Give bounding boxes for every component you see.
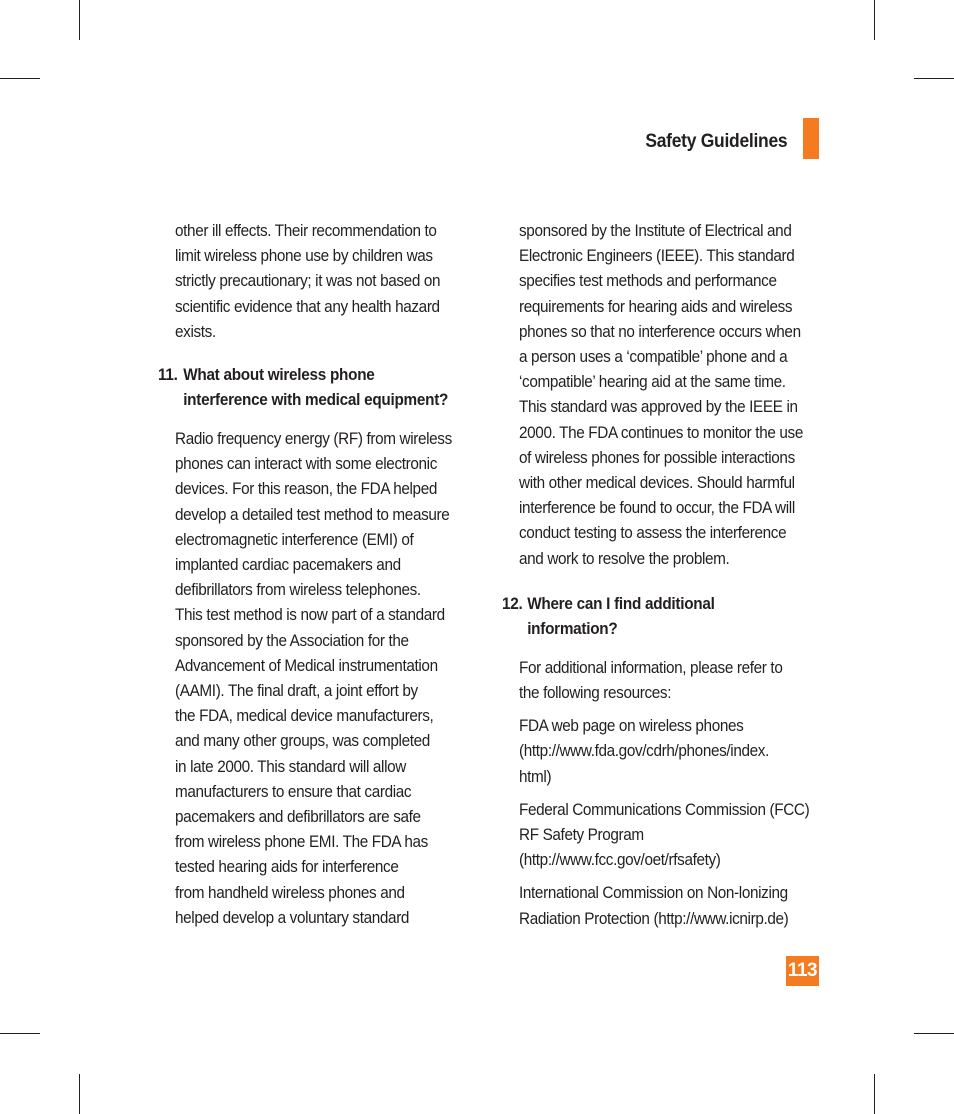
crop-mark [874, 1074, 875, 1114]
question-11-heading [158, 362, 482, 412]
crop-mark [874, 0, 875, 40]
left-column [158, 218, 478, 944]
resource-fcc: Federal Communications Commission (FCC) RF Safety Program (http://www.fcc.gov/oet/rfsafety) [519, 799, 810, 870]
section-accent-bar [803, 118, 819, 159]
question-11-body: Radio frequency energy (RF) from wireless phones can interact with some electronic devices. For this reason, the FDA helped develop a detailed test method to measure electromagnetic interference (EMI) of implanted cardiac pacemakers and defibrillators from wireless telephones. This test method is now part of a standard sponsored by the Association for the Advancement of Medical instrumentation (AAMI). The final draft, a joint effort by the FDA, medical device manufacturers, and many other groups, was completed in late 2000. This standard will allow manufacturers to ensure that cardiac pacemakers and defibrillators are safe from wireless phone EMI. The FDA has tested hearing aids for interference from handheld wireless phones and helped develop a voluntary standard [175, 429, 452, 927]
crop-mark [79, 1074, 80, 1114]
resource-icnirp: International Commission on Non-lonizing Radiation Protection (http://www.icnirp.de) [519, 883, 789, 928]
page-number: 113 [786, 956, 819, 986]
question-title: Where can I find additional information? [527, 593, 715, 638]
question-12-intro: For additional information, please refer to the following resources: [519, 657, 783, 703]
continuation-paragraph: sponsored by the Institute of Electrical and Electronic Engineers (IEEE). This standard specifies test methods and performance requirements for hearing aids and wireless phones so that no interference occurs when a person uses a ‘compatible’ phone and a ‘compatible’ hearing aid at the same time. This standard was approved by the IEEE in 2000. The FDA continues to monitor the use of wireless phones for possible interactions with other medical devices. Should harmful interference be found to occur, the FDA will conduct testing to assess the interference and work to resolve the problem. [519, 221, 803, 568]
right-column [502, 218, 822, 939]
crop-mark [914, 1033, 954, 1034]
crop-mark [79, 0, 80, 40]
resource-fda: FDA web page on wireless phones (http://www.fda.gov/cdrh/phones/index. html) [519, 716, 769, 786]
intro-paragraph: other ill effects. Their recommendation to limit wireless phone use by children was strictly precautionary; it was not based on scientific evidence that any health hazard exists. [175, 221, 441, 341]
question-number: 12. [502, 593, 523, 613]
question-title: What about wireless phone interference with medical equipment? [183, 365, 449, 410]
crop-mark [0, 1033, 40, 1034]
question-number: 11. [158, 365, 178, 385]
crop-mark [0, 78, 40, 79]
section-title: Safety Guidelines [645, 131, 787, 152]
crop-mark [914, 78, 954, 79]
question-12-heading [502, 591, 826, 641]
